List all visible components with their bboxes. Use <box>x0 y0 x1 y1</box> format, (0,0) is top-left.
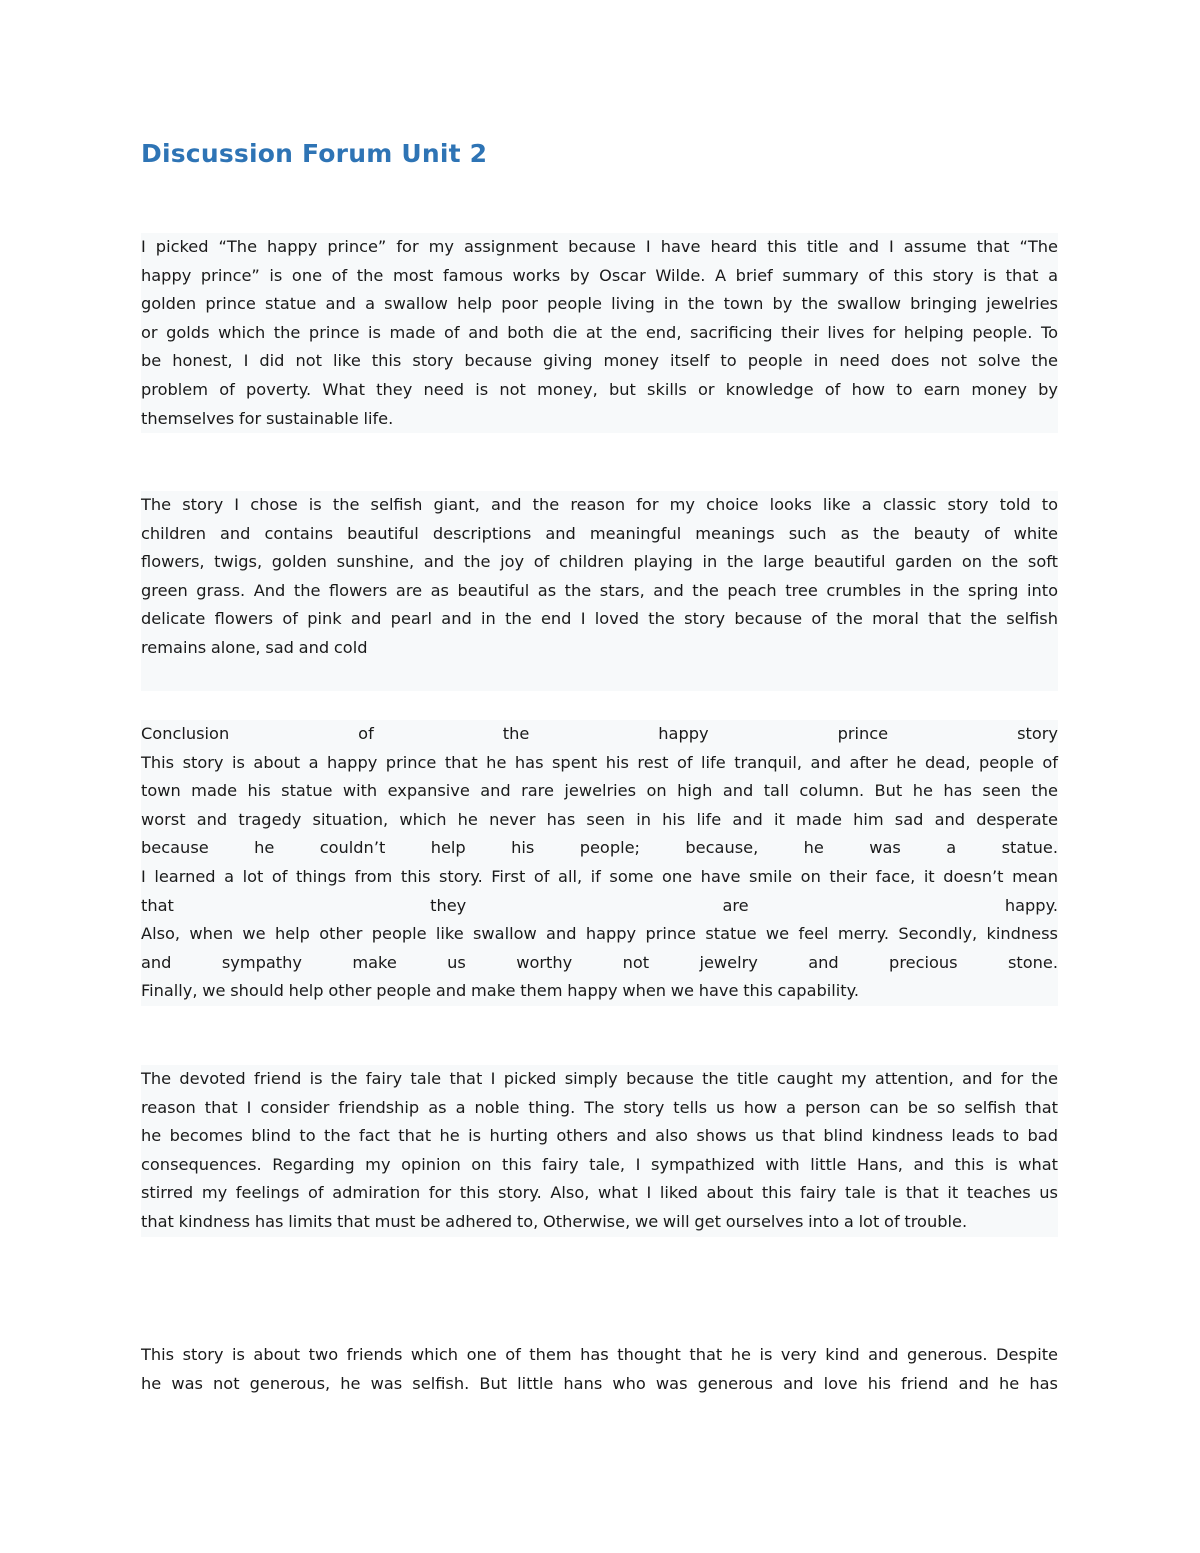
text-line: because he couldn’t help his people; because, he was a statue. <box>141 838 1058 858</box>
blank-line <box>141 663 1058 692</box>
text-line: that kindness has limits that must be adhered to, Otherwise, we will get ourselves into a lot of trouble. <box>141 1211 968 1231</box>
paragraph-selfish-giant <box>141 491 1058 691</box>
text-line: town made his statue with expansive and rare jewelries on high and tall column. But he has seen the <box>141 781 1058 801</box>
text-line: reason that I consider friendship as a noble thing. The story tells us how a person can be so selfish that <box>141 1097 1058 1117</box>
text-line: children and contains beautiful descriptions and meaningful meanings such as the beauty of white <box>141 523 1058 543</box>
text-line: be honest, I did not like this story because giving money itself to people in need does not solve the <box>141 351 1058 371</box>
text-line: The story I chose is the selfish giant, and the reason for my choice looks like a classic story told to <box>141 495 1058 514</box>
text-line: golden prince statue and a swallow help poor people living in the town by the swallow bringing jewelries <box>141 294 1058 314</box>
paragraph-two-friends <box>141 1341 1058 1398</box>
text-line: delicate flowers of pink and pearl and in the end I loved the story because of the moral that the selfish <box>141 609 1058 629</box>
document-title: Discussion Forum Unit 2 <box>141 139 488 168</box>
text-line: Conclusion of the happy prince story <box>141 724 1058 743</box>
text-line: Also, when we help other people like swallow and happy prince statue we feel merry. Secondly, kindness <box>141 924 1058 944</box>
text-line: problem of poverty. What they need is not money, but skills or knowledge of how to earn money by <box>141 379 1058 399</box>
text-line: themselves for sustainable life. <box>141 408 394 428</box>
paragraph-devoted-friend <box>141 1065 1058 1237</box>
text-line: or golds which the prince is made of and both die at the end, sacrificing their lives for helping people. To <box>141 322 1058 342</box>
text-line: green grass. And the flowers are as beautiful as the stars, and the peach tree crumbles in the spring into <box>141 580 1058 600</box>
text-line: happy prince” is one of the most famous works by Oscar Wilde. A brief summary of this story is that a <box>141 265 1058 285</box>
text-line: Finally, we should help other people and make them happy when we have this capability. <box>141 981 860 1001</box>
text-line: that they are happy. <box>141 895 1058 915</box>
text-line: worst and tragedy situation, which he never has seen in his life and it made him sad and desperate <box>141 809 1058 829</box>
text-line: and sympathy make us worthy not jewelry and precious stone. <box>141 952 1058 972</box>
text-line: stirred my feelings of admiration for this story. Also, what I liked about this fairy tale is that it teaches us <box>141 1183 1058 1203</box>
text-line: I learned a lot of things from this story. First of all, if some one have smile on their face, it doesn’t mean <box>141 866 1058 886</box>
text-line: I picked “The happy prince” for my assignment because I have heard this title and I assume that “The <box>141 237 1058 256</box>
text-line: The devoted friend is the fairy tale that I picked simply because the title caught my attention, and for the <box>141 1069 1058 1088</box>
text-line: flowers, twigs, golden sunshine, and the joy of children playing in the large beautiful garden on the soft <box>141 552 1058 572</box>
paragraph-conclusion <box>141 720 1058 1006</box>
text-line: he was not generous, he was selfish. But little hans who was generous and love his friend and he has <box>141 1373 1058 1393</box>
text-line: This story is about two friends which one of them has thought that he is very kind and generous. Despite <box>141 1345 1058 1364</box>
text-line: This story is about a happy prince that he has spent his rest of life tranquil, and after he dead, people of <box>141 752 1058 772</box>
text-line: he becomes blind to the fact that he is hurting others and also shows us that blind kindness leads to bad <box>141 1126 1058 1146</box>
text-line: remains alone, sad and cold <box>141 637 368 657</box>
paragraph-happy-prince-choice <box>141 233 1058 433</box>
text-line: consequences. Regarding my opinion on this fairy tale, I sympathized with little Hans, and this is what <box>141 1154 1058 1174</box>
